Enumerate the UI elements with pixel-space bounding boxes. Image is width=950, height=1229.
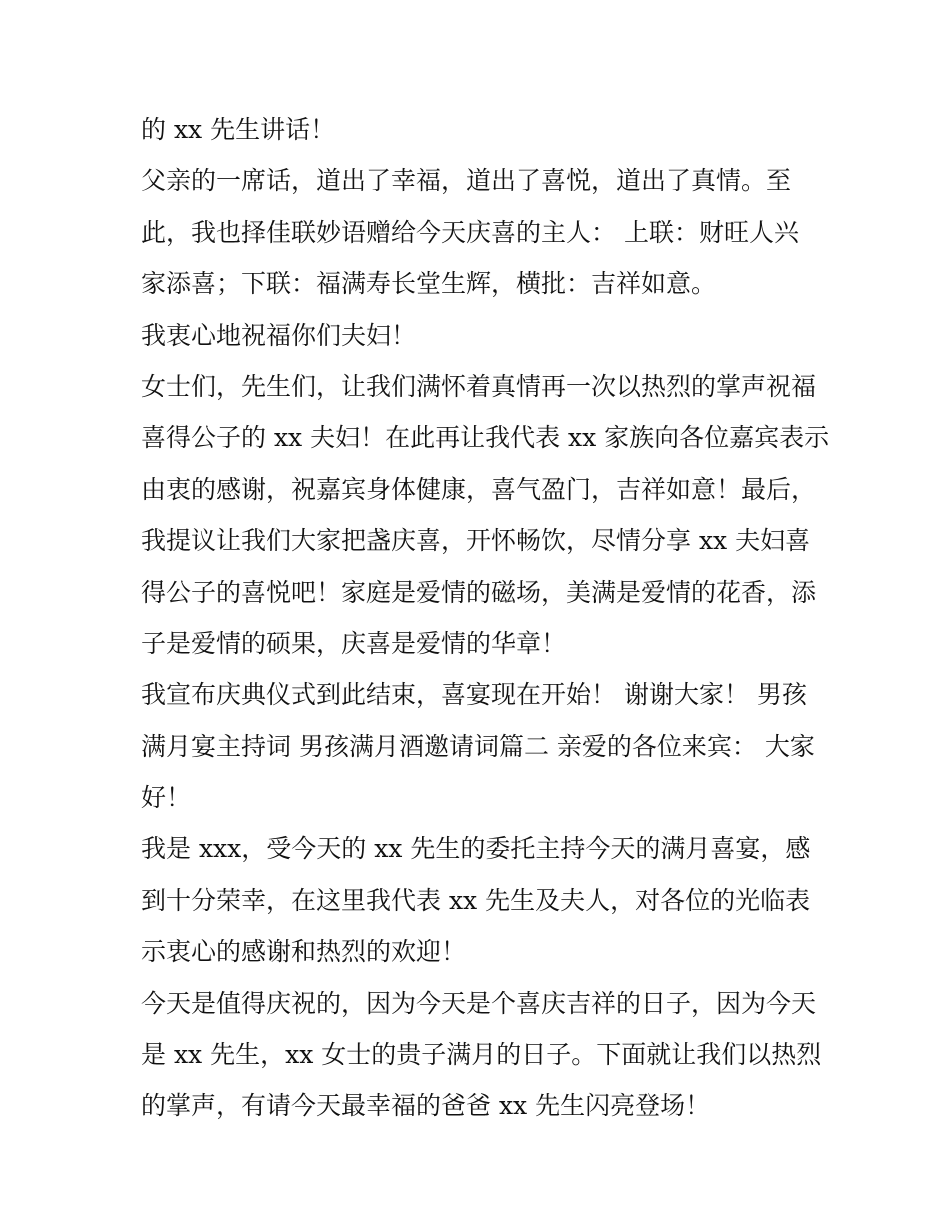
text-line: 我提议让我们大家把盏庆喜，开怀畅饮，尽情分享 xx 夫妇喜 — [141, 526, 811, 556]
text-line: 父亲的一席话，道出了幸福，道出了喜悦，道出了真情。至 — [141, 166, 792, 196]
text-line: 女士们，先生们，让我们满怀着真情再一次以热烈的掌声祝福 — [141, 371, 817, 401]
text-line: 示衷心的感谢和热烈的欢迎！ — [141, 937, 467, 967]
text-line: 今天是值得庆祝的，因为今天是个喜庆吉祥的日子，因为今天 — [141, 988, 817, 1018]
text-line: 得公子的喜悦吧！家庭是爱情的磁场，美满是爱情的花香，添 — [141, 577, 817, 607]
text-line: 好！ — [141, 783, 192, 813]
text-line: 的 xx 先生讲话！ — [141, 115, 336, 144]
text-line: 是 xx 先生，xx 女士的贵子满月的日子。下面就让我们以热烈 — [141, 1040, 822, 1070]
text-line: 喜得公子的 xx 夫妇！在此再让我代表 xx 家族向各位嘉宾表示 — [141, 423, 830, 453]
text-line: 家添喜；下联：福满寿长堂生辉，横批：吉祥如意。 — [141, 269, 717, 299]
text-line: 我宣布庆典仪式到此结束，喜宴现在开始！ 谢谢大家！ 男孩 — [141, 680, 807, 710]
text-line: 到十分荣幸，在这里我代表 xx 先生及夫人，对各位的光临表 — [141, 885, 811, 915]
text-line: 由衷的感谢，祝嘉宾身体健康，喜气盈门，吉祥如意！最后， — [141, 474, 817, 504]
text-line: 子是爱情的硕果，庆喜是爱情的华章！ — [141, 628, 567, 658]
document-body — [141, 104, 830, 1132]
text-line: 我是 xxx，受今天的 xx 先生的委托主持今天的满月喜宴，感 — [141, 834, 811, 864]
text-line: 此，我也择佳联妙语赠给今天庆喜的主人： 上联：财旺人兴 — [141, 217, 799, 247]
text-line: 我衷心地祝福你们夫妇！ — [141, 320, 417, 350]
text-line: 满月宴主持词 男孩满月酒邀请词篇二 亲爱的各位来宾： 大家 — [141, 731, 815, 761]
text-line: 的掌声，有请今天最幸福的爸爸 xx 先生闪亮登场！ — [141, 1091, 711, 1121]
